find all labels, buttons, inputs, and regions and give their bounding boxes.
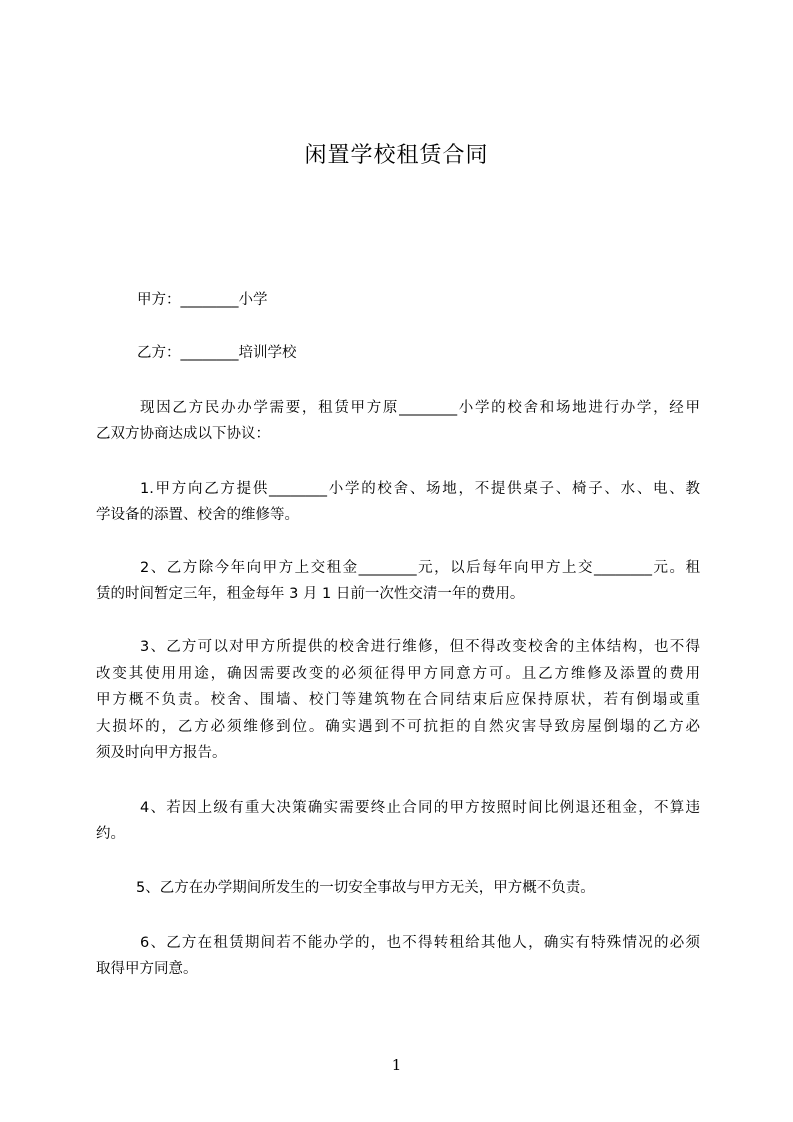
clause-1-line-2: 学设备的添置、校舍的维修等。	[96, 507, 299, 523]
party-a-line: 甲方：________小学	[137, 292, 268, 308]
clause-6-line-1: 6、乙方在租赁期间若不能办学的，也不得转租给其他人，确实有特殊情况的必须	[140, 935, 700, 951]
clause-2-line-2: 赁的时间暂定三年，租金每年 3 月 1 日前一次性交清一年的费用。	[96, 586, 525, 602]
intro-line-1: 现因乙方民办办学需要，租赁甲方原________小学的校舍和场地进行办学，经甲	[140, 400, 700, 416]
document-title: 闲置学校租赁合同	[304, 143, 489, 168]
intro-line-2: 乙双方协商达成以下协议：	[96, 426, 270, 442]
clause-2-line-1: 2、乙方除今年向甲方上交租金________元，以后每年向甲方上交________元。租	[140, 560, 700, 576]
clause-5-line-1: 5、乙方在办学期间所发生的一切安全事故与甲方无关，甲方概不负责。	[136, 880, 595, 896]
clause-3-line-2: 改变其使用用途，确因需要改变的必须征得甲方同意方可。且乙方维修及添置的费用	[96, 666, 700, 682]
clause-4-line-2: 约。	[96, 826, 125, 842]
clause-3-line-5: 须及时向甲方报告。	[96, 745, 227, 761]
party-b-line: 乙方：________培训学校	[137, 345, 297, 361]
clause-4-line-1: 4、若因上级有重大决策确实需要终止合同的甲方按照时间比例退还租金，不算违	[140, 800, 700, 816]
page-number: 1	[391, 1056, 402, 1074]
clause-3-line-4: 大损坏的，乙方必须维修到位。确实遇到不可抗拒的自然灾害导致房屋倒塌的乙方必	[96, 719, 700, 735]
clause-6-line-2: 取得甲方同意。	[96, 961, 198, 977]
clause-3-line-1: 3、乙方可以对甲方所提供的校舍进行维修，但不得改变校舍的主体结构，也不得	[140, 639, 700, 655]
clause-3-line-3: 甲方概不负责。校舍、围墙、校门等建筑物在合同结束后应保持原状，若有倒塌或重	[96, 692, 700, 708]
clause-1-line-1: 1.甲方向乙方提供________小学的校舍、场地，不提供桌子、椅子、水、电、教	[140, 481, 700, 497]
